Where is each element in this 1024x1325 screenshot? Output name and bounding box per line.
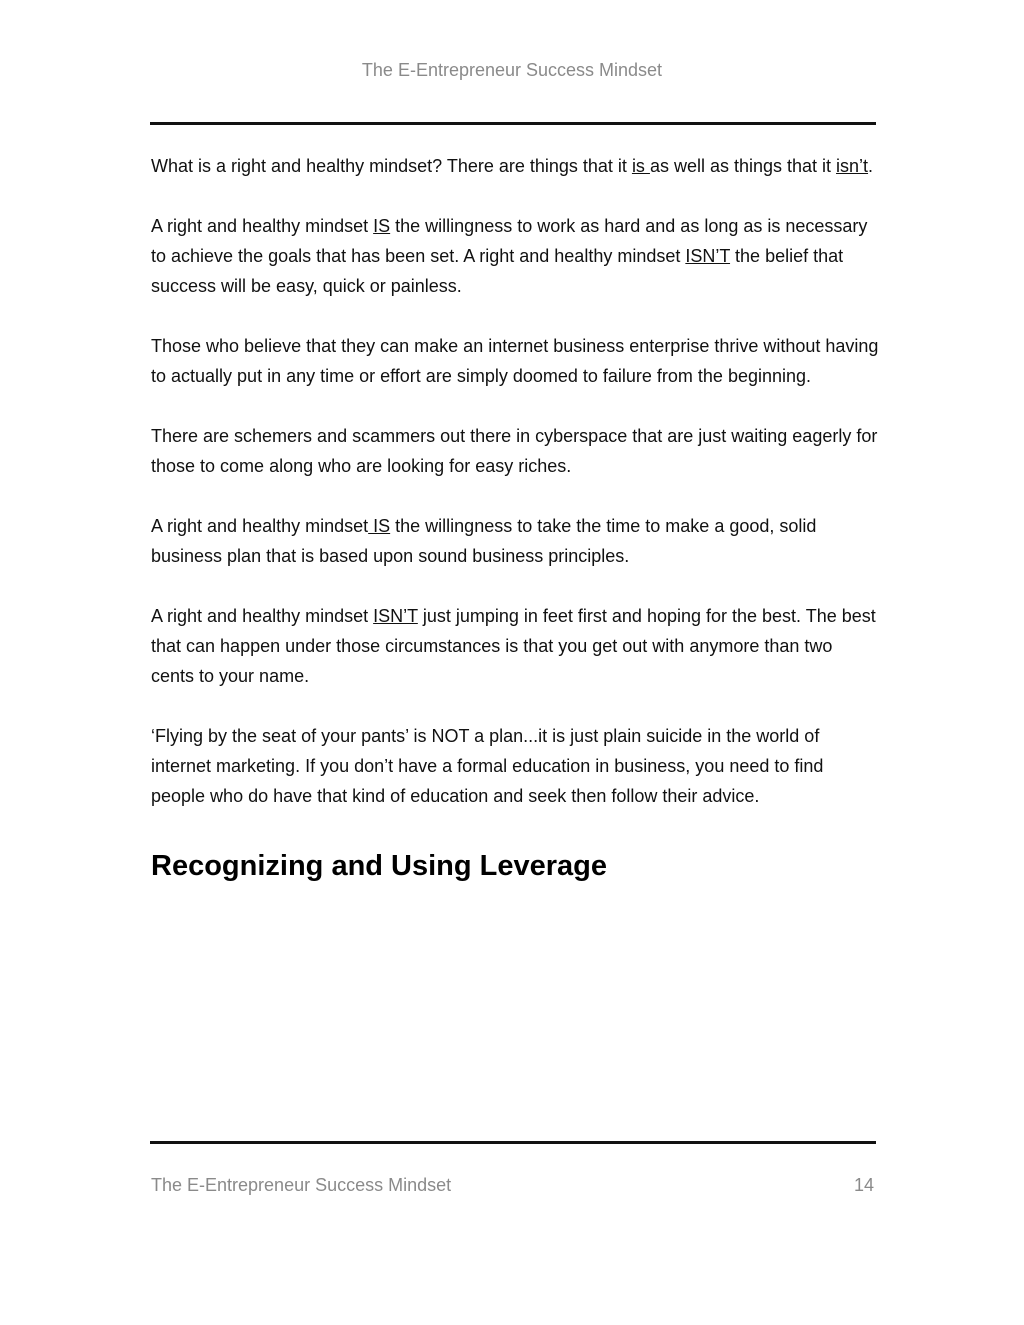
text-run: . (868, 156, 874, 176)
paragraph-5 (151, 511, 879, 571)
page-body (151, 151, 879, 884)
text-run: What is a right and healthy mindset? There are things that it (151, 156, 632, 176)
text-run: A right and healthy mindset (151, 516, 369, 536)
underlined-text: is (631, 156, 650, 176)
text-run: just jumping in feet first and hoping for the best. The best that can happen under those circumstances is that you get out with anymore than two cents to your name. (151, 606, 876, 686)
header-divider (150, 122, 876, 125)
text-run: the willingness to take the time to make a good, solid business plan that is based upon sound business principles. (151, 516, 817, 566)
page-footer-title: The E-Entrepreneur Success Mindset (151, 1175, 452, 1195)
text-run: the willingness to work as hard and as long as is necessary to achieve the goals that has been set. A right and healthy mindset (151, 216, 868, 266)
underlined-text: IS (373, 216, 391, 236)
paragraph-6 (151, 601, 879, 691)
underlined-text: isn’t (836, 156, 869, 176)
underlined-text: IS (368, 516, 391, 536)
paragraph-4: There are schemers and scammers out there in cyberspace that are just waiting eagerly for those to come along who are looking for easy riches. (151, 426, 878, 476)
underlined-text: ISN’T (373, 606, 418, 626)
page-header-title: The E-Entrepreneur Success Mindset (361, 60, 663, 80)
text-run: as well as things that it (649, 156, 837, 176)
text-run: A right and healthy mindset (151, 216, 374, 236)
paragraph-7: ‘Flying by the seat of your pants’ is NOT a plan...it is just plain suicide in the world of internet marketing. If you don’t have a formal education in business, you need to find people who do have that kind of education and seek then follow their advice. (151, 726, 824, 806)
paragraph-3: Those who believe that they can make an internet business enterprise thrive without having to actually put in any time or effort are simply doomed to failure from the beginning. (151, 336, 879, 386)
underlined-text: ISN’T (685, 246, 731, 266)
text-run: A right and healthy mindset (151, 606, 374, 626)
text-run: the belief that success will be easy, quick or painless. (151, 246, 844, 296)
section-heading: Recognizing and Using Leverage (151, 850, 608, 882)
footer-divider (150, 1141, 876, 1144)
page-number: 14 (853, 1175, 874, 1195)
paragraph-2 (151, 211, 879, 301)
paragraph-1 (151, 151, 879, 181)
